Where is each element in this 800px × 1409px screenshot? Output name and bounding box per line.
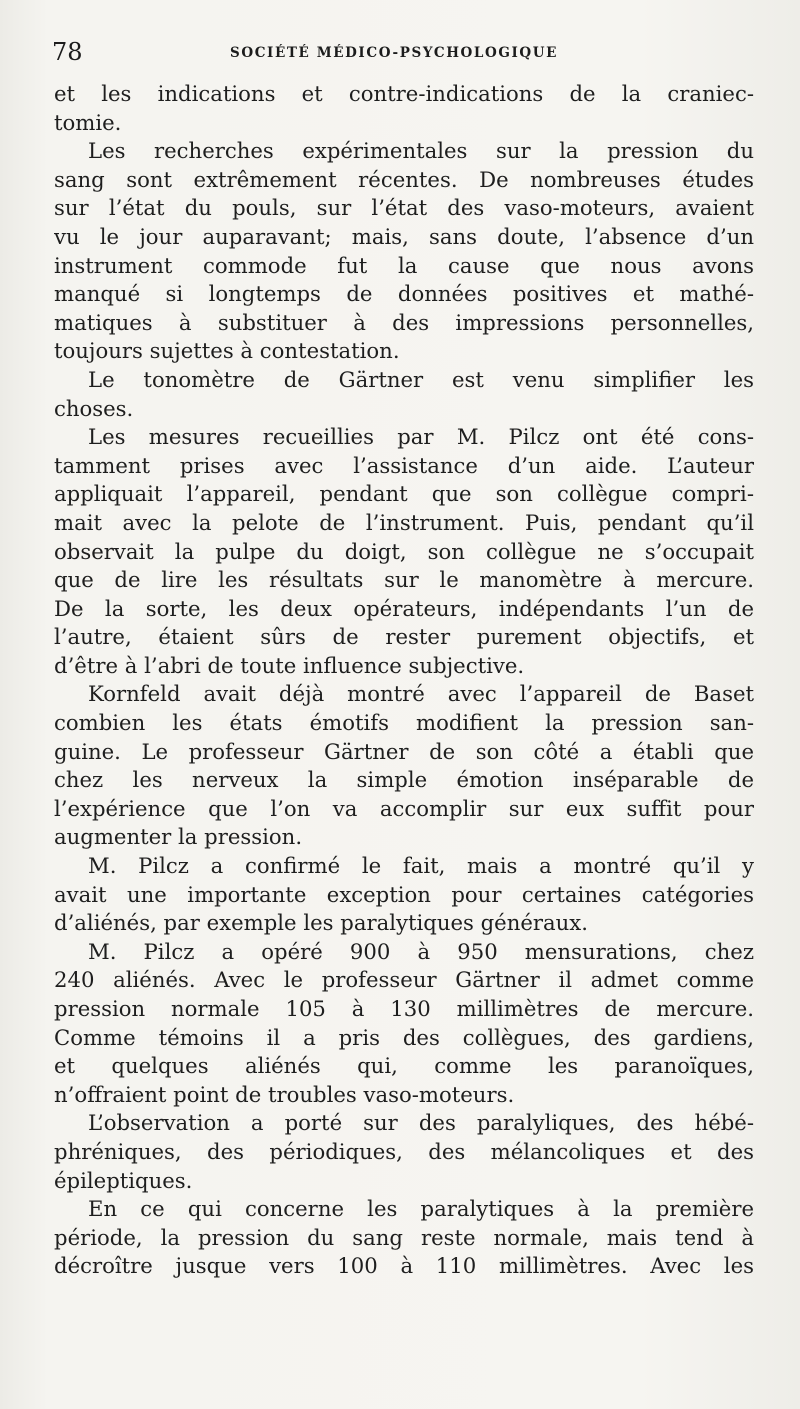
text-line: d’aliénés, par exemple les paralytiques généraux. — [54, 910, 588, 936]
text-line: augmenter la pression. — [54, 824, 303, 850]
text-line: tamment prises avec l’assistance d’un aide. L’auteur — [54, 452, 754, 478]
journal-title: SOCIÉTÉ MÉDICO-PSYCHOLOGIQUE — [230, 45, 559, 61]
text-line: appliquait l’appareil, pendant que son collègue compri- — [54, 481, 754, 507]
text-line: phréniques, des périodiques, des mélancoliques et des — [54, 1138, 754, 1164]
text-line: pression normale 105 à 130 millimètres de mercure. — [54, 996, 754, 1021]
text-line: que de lire les résultats sur le manomètre à mercure. — [54, 567, 754, 593]
text-line: Le tonomètre de Gärtner est venu simplifier les — [88, 366, 754, 392]
text-line: L’observation a porté sur des paralyliques, des hébé- — [88, 1110, 754, 1136]
text-line: sur l’état du pouls, sur l’état des vaso-moteurs, avaient — [54, 195, 754, 221]
text-line: sang sont extrêmement récentes. De nombreuses études — [54, 166, 754, 192]
text-line: toujours sujettes à contestation. — [54, 338, 400, 364]
text-line: décroître jusque vers 100 à 110 millimètres. Avec les — [54, 1253, 754, 1279]
text-line: choses. — [54, 395, 134, 421]
text-line: M. Pilcz a opéré 900 à 950 mensurations, chez — [88, 938, 754, 964]
text-line: Kornfeld avait déjà montré avec l’appareil de Baset — [88, 681, 754, 707]
body-text — [54, 80, 754, 1281]
text-line: matiques à substituer à des impressions personnelles, — [54, 309, 754, 335]
text-line: combien les états émotifs modifient la pression san- — [54, 710, 754, 736]
text-line: chez les nerveux la simple émotion inséparable de — [54, 767, 754, 793]
text-line: et quelques aliénés qui, comme les paranoïques, — [54, 1053, 754, 1079]
text-line: M. Pilcz a confirmé le fait, mais a montré qu’il y — [88, 853, 754, 879]
text-line: observait la pulpe du doigt, son collègue ne s’occupait — [54, 538, 754, 564]
text-line: mait avec la pelote de l’instrument. Puis, pendant qu’il — [54, 509, 754, 535]
text-line: De la sorte, les deux opérateurs, indépendants l’un de — [54, 595, 754, 621]
text-line: l’autre, étaient sûrs de rester purement objectifs, et — [54, 624, 754, 650]
page-number: 78 — [52, 38, 83, 66]
text-line: instrument commode fut la cause que nous avons — [54, 252, 754, 278]
text-line: n’offraient point de troubles vaso-moteurs. — [54, 1081, 515, 1107]
text-line: et les indications et contre-indications de la craniec- — [54, 81, 754, 106]
text-line: tomie. — [54, 109, 122, 135]
text-line: période, la pression du sang reste normale, mais tend à — [54, 1224, 754, 1250]
text-line: avait une importante exception pour certaines catégories — [54, 881, 754, 907]
text-line: Comme témoins il a pris des collègues, des gardiens, — [54, 1024, 754, 1050]
text-line: manqué si longtemps de données positives et mathé- — [54, 281, 754, 307]
text-line: 240 aliénés. Avec le professeur Gärtner il admet comme — [54, 967, 754, 993]
text-line: guine. Le professeur Gärtner de son côté a établi que — [54, 738, 754, 764]
text-line: d’être à l’abri de toute influence subjective. — [54, 652, 525, 678]
text-line: Les recherches expérimentales sur la pression du — [88, 138, 754, 164]
text-line: En ce qui concerne les paralytiques à la première — [88, 1196, 754, 1222]
text-line: vu le jour auparavant; mais, sans doute, l’absence d’un — [54, 223, 754, 249]
text-line: épileptiques. — [54, 1167, 193, 1193]
text-line: Les mesures recueillies par M. Pilcz ont été cons- — [88, 424, 754, 450]
running-head — [52, 38, 752, 68]
text-line: l’expérience que l’on va accomplir sur eux suffit pour — [54, 795, 754, 821]
